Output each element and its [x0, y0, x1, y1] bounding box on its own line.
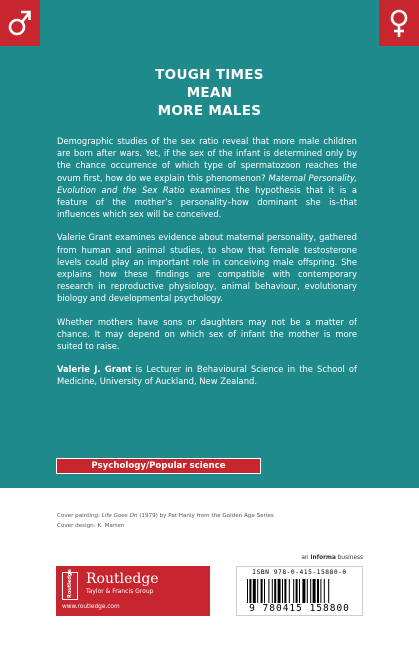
headline-line-3: MORE MALES: [157, 103, 262, 119]
publisher-name: Routledge: [86, 571, 159, 587]
genre-tag: Psychology/Popular science: [56, 458, 261, 474]
painting-title: Life Goes On: [101, 513, 138, 519]
isbn-label: ISBN 978-0-415-15880-0: [252, 569, 347, 576]
cover-credits: [57, 511, 387, 531]
publisher-logo-text: Routledge: [67, 569, 73, 598]
female-symbol-icon: [386, 8, 412, 38]
male-symbol-box: [0, 0, 40, 46]
isbn-digits: 9 780415 158800: [249, 603, 350, 614]
tagline-prefix: an: [301, 555, 311, 561]
headline: [0, 66, 419, 120]
isbn-barcode-block: [236, 566, 363, 616]
painting-credit-detail: (1979) by Pat Hanly from the Golden Age Series: [137, 513, 274, 519]
blurb-paragraph-3: Whether mothers have sons or daughters may not be a matter of chance. It may depend on which sex of infant the mother is more suited to raise.: [57, 316, 357, 352]
author-bio: [57, 363, 357, 387]
publisher-logo: [62, 569, 78, 600]
painting-credit-label: Cover painting:: [57, 513, 102, 519]
blurb-paragraph-1: [57, 135, 357, 220]
author-bio-text: is Lecturer in Behavioural Science in the School of Medicine, University of Auckland, New Zealand.: [57, 364, 357, 387]
male-symbol-icon: [7, 8, 33, 38]
publisher-group: Taylor & Francis Group: [86, 588, 154, 595]
publisher-logo-block: [56, 566, 210, 616]
design-credit: Cover design: K. Marten: [57, 523, 125, 529]
blurb-paragraph-1-text: Demographic studies of the sex ratio reveal that more male children are born after wars. Yet, if the sex of the infant is determined only by the chance occurrence of which type of spermatozoon reaches the ovum first, how do we explain this phenomenon?: [57, 136, 357, 183]
author-name: Valerie J. Grant: [57, 364, 132, 375]
publisher-url: www.routledge.com: [62, 604, 120, 610]
tagline-suffix: business: [335, 555, 363, 561]
blurb: [57, 135, 357, 399]
headline-line-1: TOUGH TIMES: [155, 67, 264, 83]
painting-credit: [57, 511, 387, 521]
publisher-tagline: [301, 555, 363, 561]
blurb-paragraph-2: Valerie Grant examines evidence about maternal personality, gathered from human and animal studies, to show that female testosterone levels could play an important role in conceiving male offspring. She explains how these findings are compatible with contemporary research in reproductive physiology, animal behaviour, evolutionary biology and developmental psychology.: [57, 232, 357, 304]
headline-line-2: MEAN: [186, 85, 233, 101]
book-title: Maternal Personality, Evolution and the Sex Ratio: [57, 172, 357, 195]
tagline-brand: informa: [310, 555, 336, 561]
blurb-paragraph-1-text-end: examines the hypothesis that it is a feature of the mother’s personality–how dominant she is–that influences which sex will be conceived.: [57, 184, 358, 220]
female-symbol-box: [379, 0, 419, 46]
barcode-icon: [247, 579, 353, 603]
